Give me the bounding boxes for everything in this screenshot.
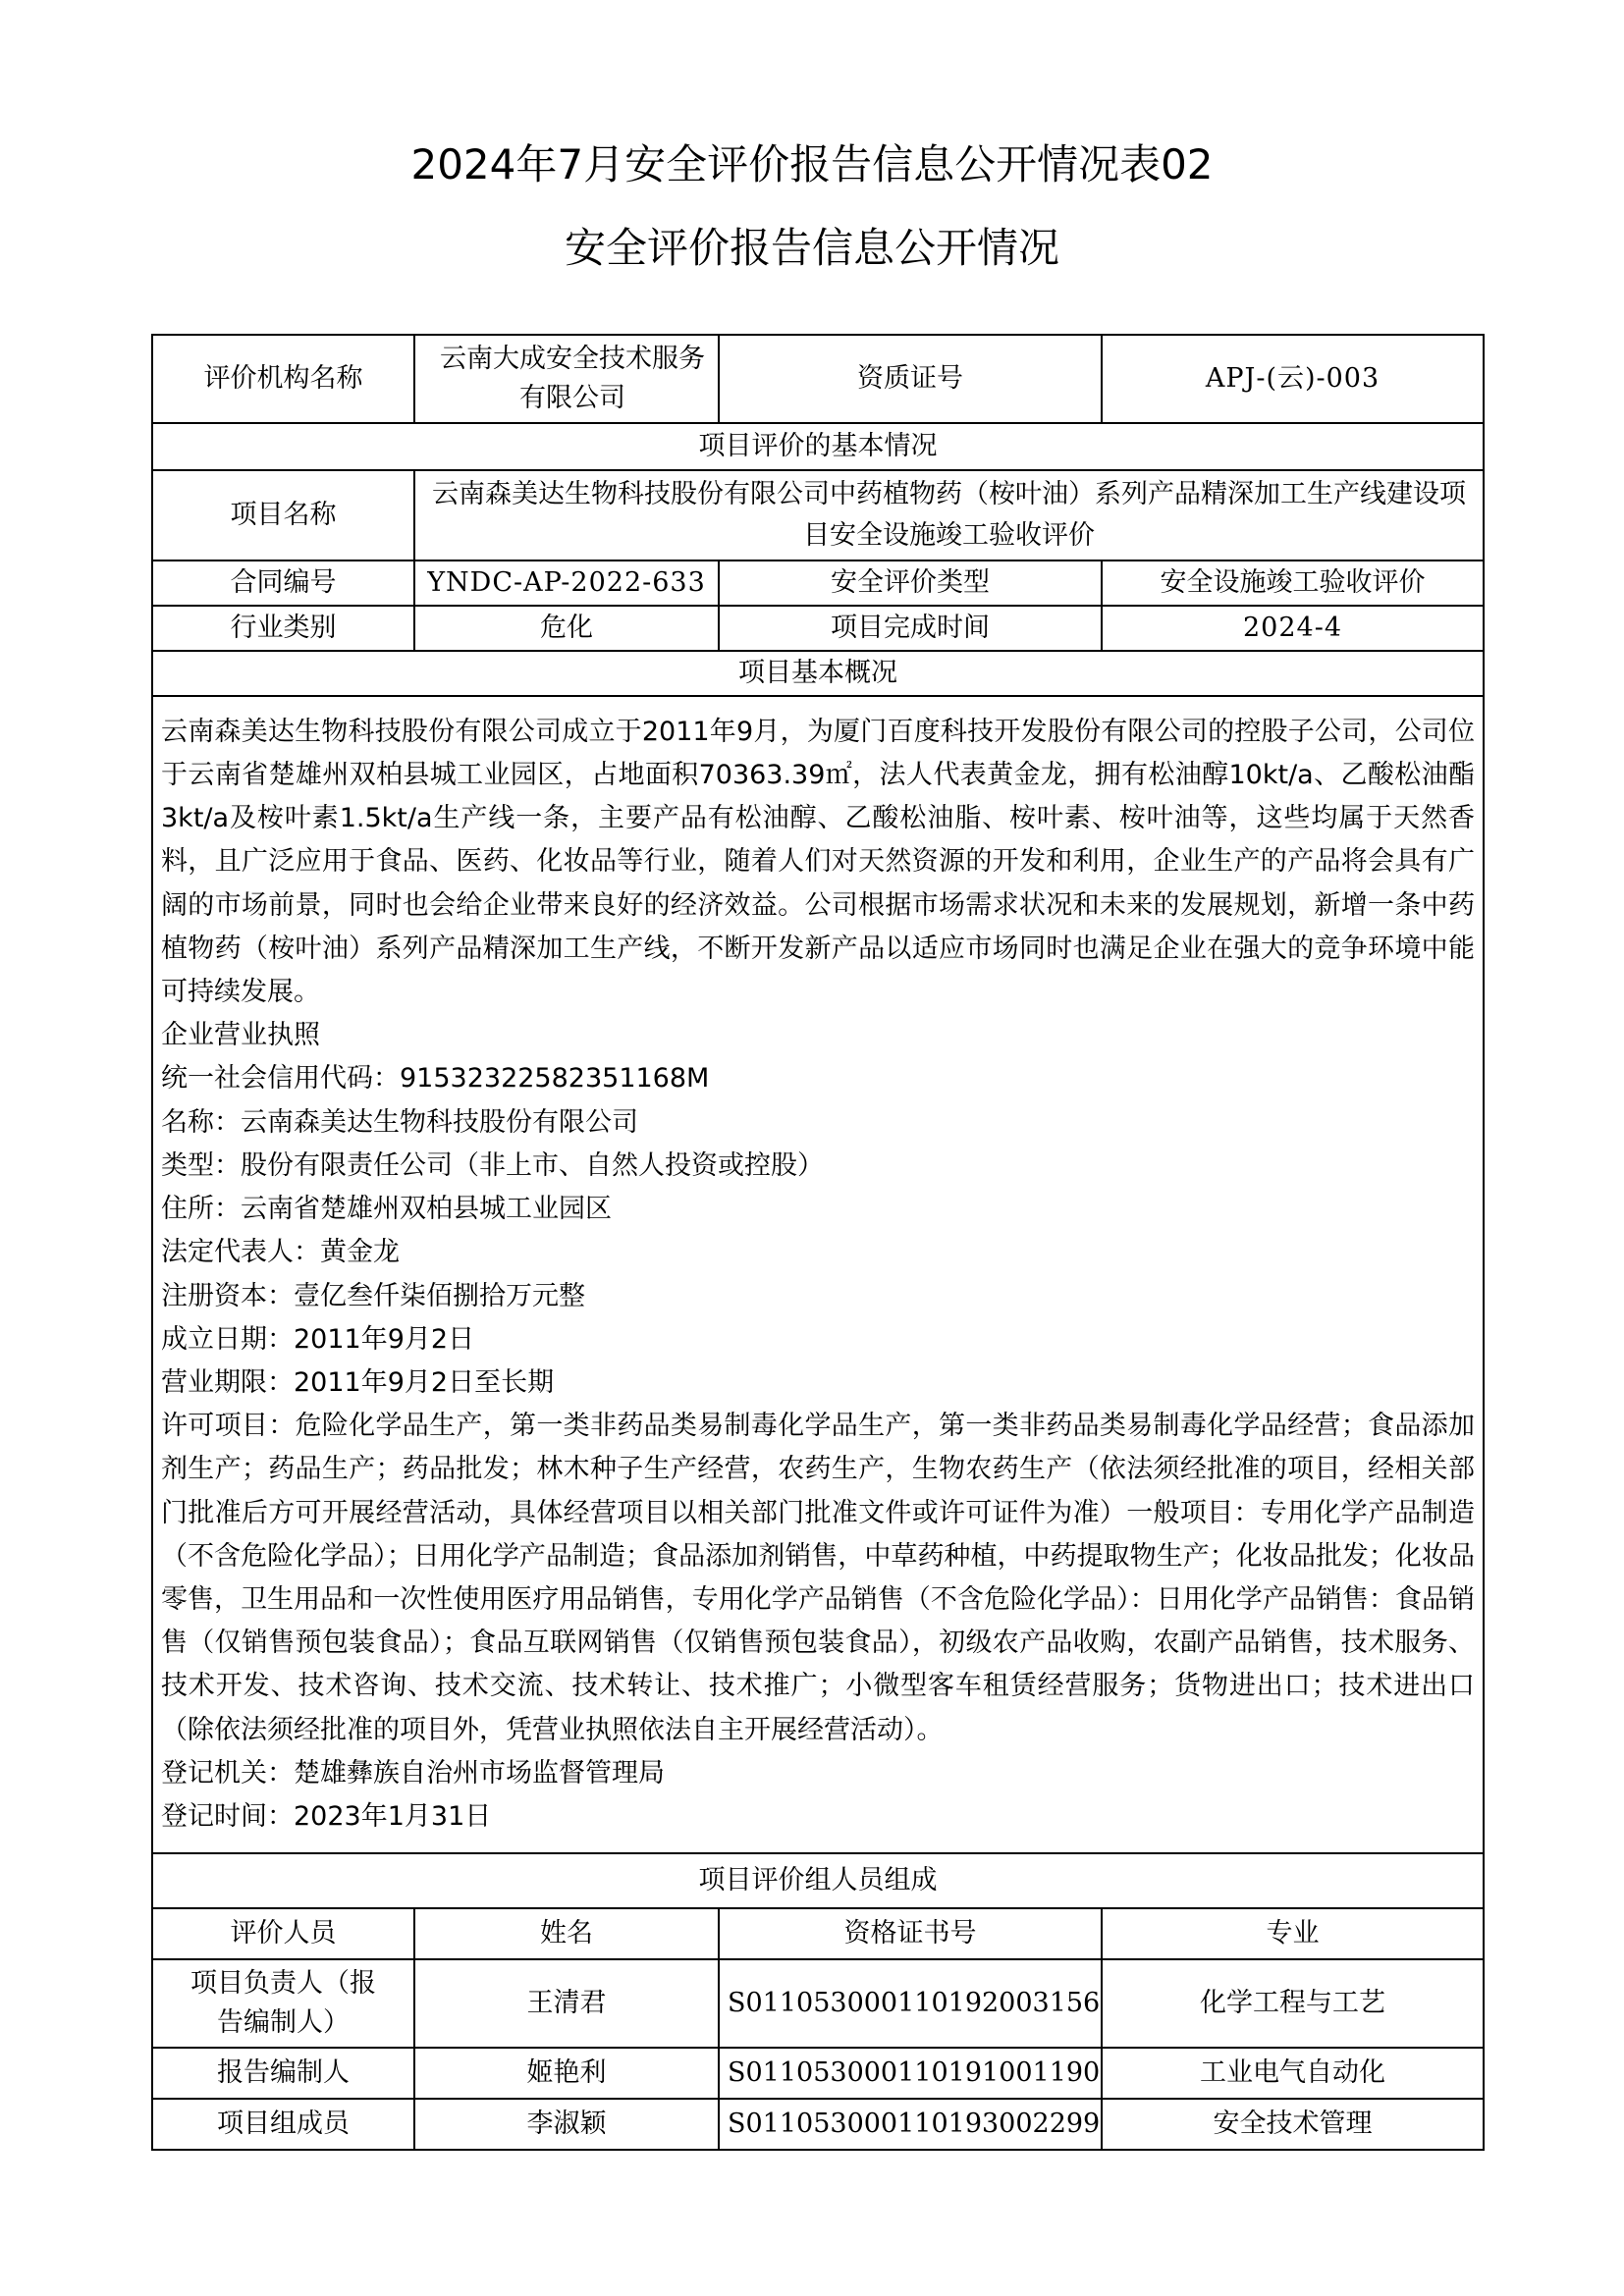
license-reg-date: 登记时间：2023年1月31日	[161, 1800, 492, 1832]
eval-type-value: 安全设施竣工验收评价	[1102, 561, 1484, 606]
finish-label: 项目完成时间	[719, 606, 1102, 651]
team-role: 项目组成员	[152, 2099, 414, 2150]
team-section-title: 项目评价组人员组成	[152, 1853, 1484, 1908]
team-major: 工业电气自动化	[1102, 2048, 1484, 2099]
table-row	[152, 2048, 1484, 2099]
basic-section-title: 项目评价的基本情况	[152, 423, 1484, 470]
table-row	[152, 1959, 1484, 2048]
team-role: 项目负责人（报告编制人）	[152, 1959, 414, 2048]
cert-value: APJ-(云)-003	[1102, 335, 1484, 423]
team-cert: S011053000110192003156	[719, 1959, 1102, 2048]
license-term: 营业期限：2011年9月2日至长期	[161, 1366, 555, 1398]
project-name-label: 项目名称	[152, 470, 414, 561]
team-header-name: 姓名	[414, 1908, 719, 1959]
team-cert: S011053000110191001190	[719, 2048, 1102, 2099]
team-major: 安全技术管理	[1102, 2099, 1484, 2150]
industry-value: 危化	[414, 606, 719, 651]
team-name: 姬艳利	[414, 2048, 719, 2099]
team-major: 化学工程与工艺	[1102, 1959, 1484, 2048]
cert-label: 资质证号	[719, 335, 1102, 423]
eval-type-label: 安全评价类型	[719, 561, 1102, 606]
license-heading: 企业营业执照	[161, 1020, 320, 1051]
team-name: 李淑颖	[414, 2099, 719, 2150]
team-header-row	[152, 1908, 1484, 1959]
team-header-major: 专业	[1102, 1908, 1484, 1959]
org-row	[152, 335, 1484, 423]
overview-section-title: 项目基本概况	[152, 651, 1484, 696]
license-credit-code: 统一社会信用代码：91532322582351168M	[161, 1063, 710, 1095]
license-type: 类型：股份有限责任公司（非上市、自然人投资或控股）	[161, 1149, 824, 1181]
license-scope: 许可项目：危险化学品生产，第一类非药品类易制毒化学品生产，第一类非药品类易制毒化学品经营；食品添加剂生产；药品生产；药品批发；林木种子生产经营，农药生产，生物农药生产（依法须经批准的项目，经相关部门批准后方可开展经营活动，具体经营项目以相关部门批准文件或许可证件为准）一般项目：专用化学产品制造（不含危险化学品）；日用化学产品制造；食品添加剂销售，中草药种植，中药提取物生产；化妆品批发；化妆品零售，卫生用品和一次性使用医疗用品销售，专用化学产品销售（不含危险化学品）：日用化学产品销售：食品销售（仅销售预包装食品）；食品互联网销售（仅销售预包装食品），初级农产品收购，农副产品销售，技术服务、技术开发、技术咨询、技术交流、技术转让、技术推广；小微型客车租赁经营服务；货物进出口；技术进出口（除依法须经批准的项目外，凭营业执照依法自主开展经营活动）。	[161, 1411, 1475, 1745]
page-title: 2024年7月安全评价报告信息公开情况表02	[410, 140, 1214, 188]
team-cert: S011053000110193002299	[719, 2099, 1102, 2150]
team-header-role: 评价人员	[152, 1908, 414, 1959]
overview-intro: 云南森美达生物科技股份有限公司成立于2011年9月，为厦门百度科技开发股份有限公司的控股子公司，公司位于云南省楚雄州双柏县城工业园区，占地面积70363.39㎡，法人代表黄金龙，拥有松油醇10kt/a、乙酸松油酯3kt/a及桉叶素1.5kt/a生产线一条，主要产品有松油醇、乙酸松油脂、桉叶素、桉叶油等，这些均属于天然香料，且广泛应用于食品、医药、化妆品等行业，随着人们对天然资源的开发和利用，企业生产的产品将会具有广阔的市场前景，同时也会给企业带来良好的经济效益。公司根据市场需求状况和未来的发展规划，新增一条中药植物药（桉叶油）系列产品精深加工生产线，不断开发新产品以适应市场同时也满足企业在强大的竞争环境中能可持续发展。	[161, 716, 1475, 1008]
license-name: 名称：云南森美达生物科技股份有限公司	[161, 1106, 638, 1138]
license-address: 住所：云南省楚雄州双柏县城工业园区	[161, 1194, 612, 1225]
team-name: 王清君	[414, 1959, 719, 2048]
license-founded: 成立日期：2011年9月2日	[161, 1323, 475, 1355]
license-capital: 注册资本：壹亿叁仟柒佰捌拾万元整	[161, 1280, 585, 1311]
table-row	[152, 2099, 1484, 2150]
org-value: 云南大成安全技术服务有限公司	[414, 335, 719, 423]
license-authority: 登记机关：楚雄彝族自治州市场监督管理局	[161, 1757, 665, 1789]
org-label: 评价机构名称	[152, 335, 414, 423]
finish-value: 2024-4	[1102, 606, 1484, 651]
license-legal-rep: 法定代表人：黄金龙	[161, 1237, 400, 1268]
industry-label: 行业类别	[152, 606, 414, 651]
contract-value: YNDC-AP-2022-633	[414, 561, 719, 606]
team-role: 报告编制人	[152, 2048, 414, 2099]
contract-label: 合同编号	[152, 561, 414, 606]
page-subtitle: 安全评价报告信息公开情况	[564, 224, 1059, 272]
project-name-value: 云南森美达生物科技股份有限公司中药植物药（桉叶油）系列产品精深加工生产线建设项目安全设施竣工验收评价	[414, 470, 1484, 561]
overview-body	[152, 696, 1484, 1853]
team-header-cert: 资格证书号	[719, 1908, 1102, 1959]
info-table	[151, 334, 1485, 2151]
